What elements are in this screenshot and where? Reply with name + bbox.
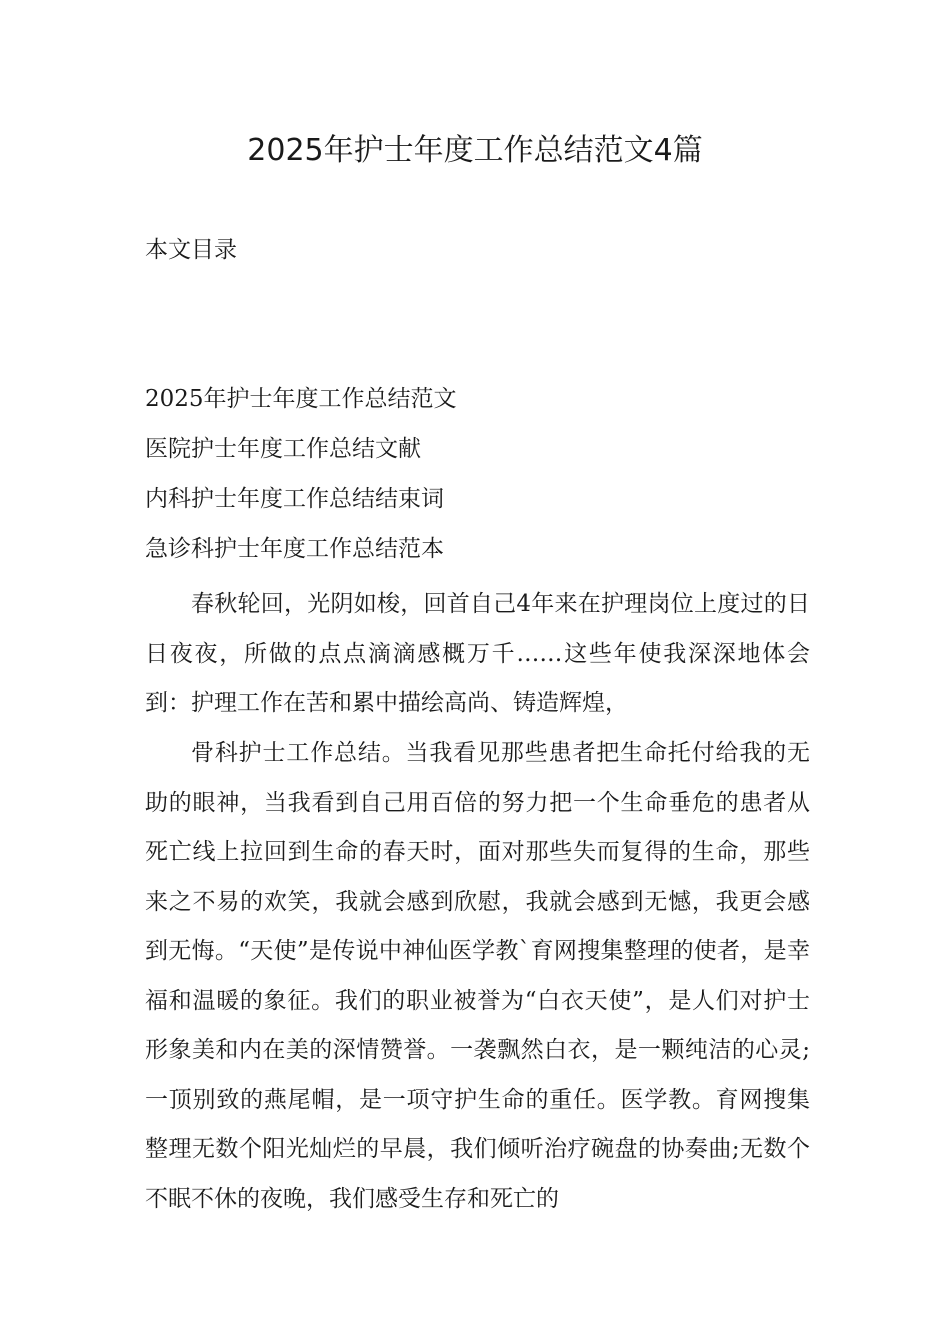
toc-heading: 本文目录: [145, 237, 237, 263]
document-title: 2025年护士年度工作总结范文4篇: [247, 133, 703, 168]
toc-item[interactable]: 2025年护士年度工作总结范文: [145, 386, 457, 412]
body-paragraph: 春秋轮回，光阴如梭，回首自己4年来在护理岗位上度过的日日夜夜，所做的点点滴滴感概万千……这些年使我深深地体会到：护理工作在苦和累中描绘高尚、铸造辉煌，: [145, 591, 810, 716]
toc-item[interactable]: 急诊科护士年度工作总结范本: [145, 536, 444, 562]
body-paragraph: 骨科护士工作总结。当我看见那些患者把生命托付给我的无助的眼神，当我看到自己用百倍的努力把一个生命垂危的患者从死亡线上拉回到生命的春天时，面对那些失而复得的生命，那些来之不易的欢笑，我就会感到欣慰，我就会感到无憾，我更会感到无悔。“天使”是传说中神仙医学教`育网搜集整理的使者，是幸福和温暖的象征。我们的职业被誉为“白衣天使”，是人们对护士形象美和内在美的深情赞誉。一袭飘然白衣，是一颗纯洁的心灵;一顶别致的燕尾帽，是一项守护生命的重任。医学教。育网搜集整理无数个阳光灿烂的早晨，我们倾听治疗碗盘的协奏曲;无数个不眠不休的夜晚，我们感受生存和死亡的: [145, 740, 810, 1212]
table-of-contents: [145, 380, 457, 580]
toc-item[interactable]: 内科护士年度工作总结结束词: [145, 486, 444, 512]
toc-item[interactable]: 医院护士年度工作总结文献: [145, 436, 421, 462]
